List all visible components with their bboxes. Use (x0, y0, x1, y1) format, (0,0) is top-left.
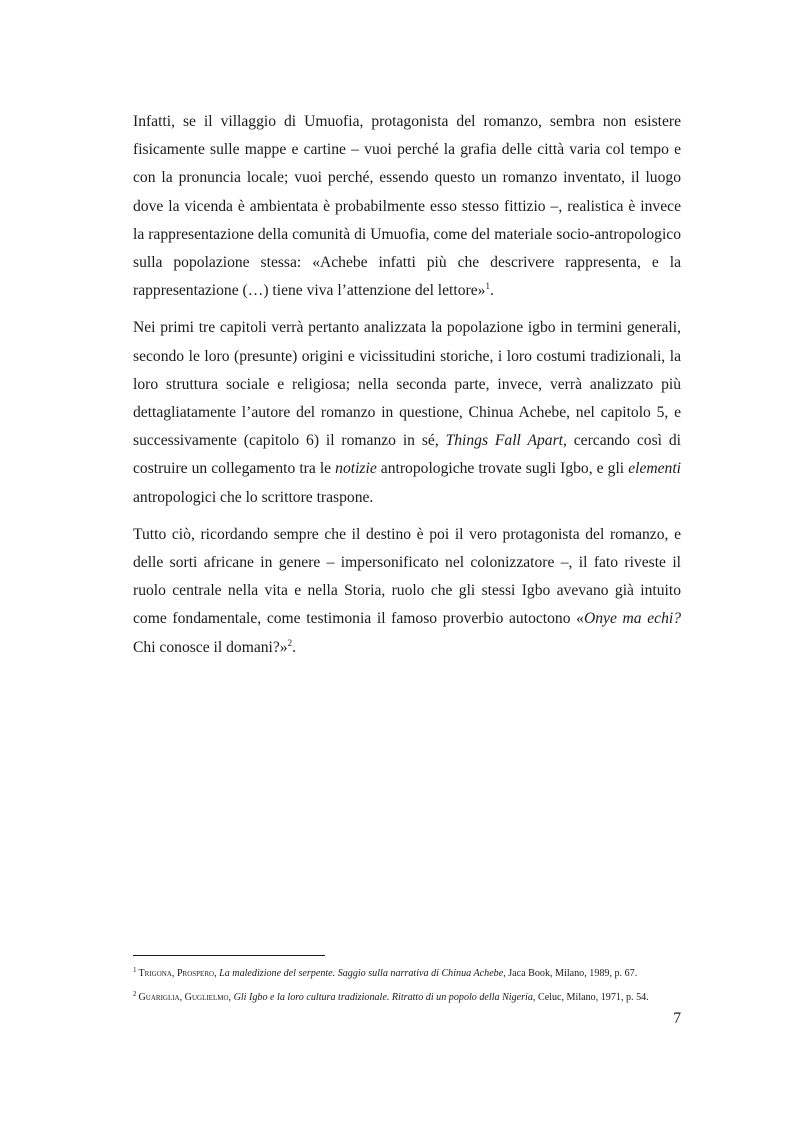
page-number: 7 (673, 1010, 681, 1027)
footnote-2-title: Gli Igbo e la loro cultura tradizionale. Ritratto di un popolo della Nigeria (233, 992, 533, 1003)
paragraph-2 (133, 314, 681, 511)
paragraph-2-text-a: Nei primi tre capitoli verrà pertanto analizzata la popolazione igbo in termini generali, secondo le loro (presunte) origini e vicissitudini storiche, i loro costumi tradizionali, la loro struttura sociale e religiosa; nella seconda parte, invece, verrà analizzato più dettagliatamente l’autore del romanzo in questione, Chinua Achebe, nel capitolo 5, e successivamente (capitolo 6) il romanzo in sé, (133, 319, 681, 450)
paragraph-1-text: Infatti, se il villaggio di Umuofia, protagonista del romanzo, sembra non esistere fisicamente sulle mappe e cartine – vuoi perché la grafia delle città varia col tempo e con la pronuncia locale; vuoi perché, essendo questo un romanzo inventato, il luogo dove la vicenda è ambientata è probabilmente esso stesso fittizio –, realistica è invece la rappresentazione della comunità di Umuofia, come del materiale socio-antropologico sulla popolazione stessa: «Achebe infatti più che descrivere rappresenta, e la rappresentazione (…) tiene viva l’attenzione del lettore» (133, 113, 681, 300)
paragraph-1 (133, 108, 681, 305)
paragraph-3-text-a: Tutto ciò, ricordando sempre che il destino è poi il vero protagonista del romanzo, e delle sorti africane in genere – impersonificato nel colonizzatore –, il fato riveste il ruolo centrale nella vita e nella Storia, ruolo che gli stessi Igbo avevano già intuito come fondamentale, come testimonia il famoso proverbio autoctono « (133, 525, 681, 628)
paragraph-2-text-d: antropologici che lo scrittore traspone. (133, 488, 374, 506)
footnote-ref-2: 2 (287, 637, 293, 648)
footnote-2-details: , Celuc, Milano, 1971, p. 54. (532, 992, 649, 1003)
paragraph-3 (133, 521, 681, 662)
footnote-ref-1: 1 (485, 281, 490, 292)
paragraph-3-end: . (292, 638, 297, 656)
footnote-separator (133, 955, 325, 956)
proverb-italic: Onye ma echi? (583, 610, 681, 628)
footnote-1-surname: Trigona (138, 968, 172, 979)
footnote-2-number: 2 (133, 989, 137, 998)
body-text (133, 108, 681, 671)
footnote-1-title: La maledizione del serpente. Saggio sulla narrativa di Chinua Achebe (219, 968, 504, 979)
footnote-1-details: , Jaca Book, Milano, 1989, p. 67. (503, 968, 638, 979)
footnote-1: $^1$ Trigona, Prospero, La maledizione del serpente. Saggio sulla narrativa di Chinua Achebe, Jaca Book, Milano, 1989, p. 67. (133, 965, 638, 979)
footnote-2: $^2$ Guariglia, Guglielmo, Gli Igbo e la loro cultura tradizionale. Ritratto di un popolo della Nigeria, Celuc, Milano, 1971, p. 54. (133, 989, 649, 1003)
footnote-2-surname: Guariglia (138, 992, 180, 1003)
paragraph-1-end: . (489, 282, 494, 300)
paragraph-2-text-c: antropologiche trovate sugli Igbo, e gli (376, 460, 629, 478)
book-title-italic: Things Fall Apart (445, 432, 563, 450)
paragraph-2-text-b: , cercando così di costruire un collegamento tra le (133, 432, 681, 478)
elementi-italic: elementi (628, 460, 682, 478)
paragraph-3-text-b: Chi conosce il domani?» (133, 638, 288, 656)
footnote-1-name: Prospero (176, 968, 215, 979)
footnotes (133, 962, 693, 1010)
notizie-italic: notizie (335, 460, 377, 478)
footnote-2-name: Guglielmo (184, 992, 229, 1003)
footnote-1-number: 1 (133, 965, 137, 974)
